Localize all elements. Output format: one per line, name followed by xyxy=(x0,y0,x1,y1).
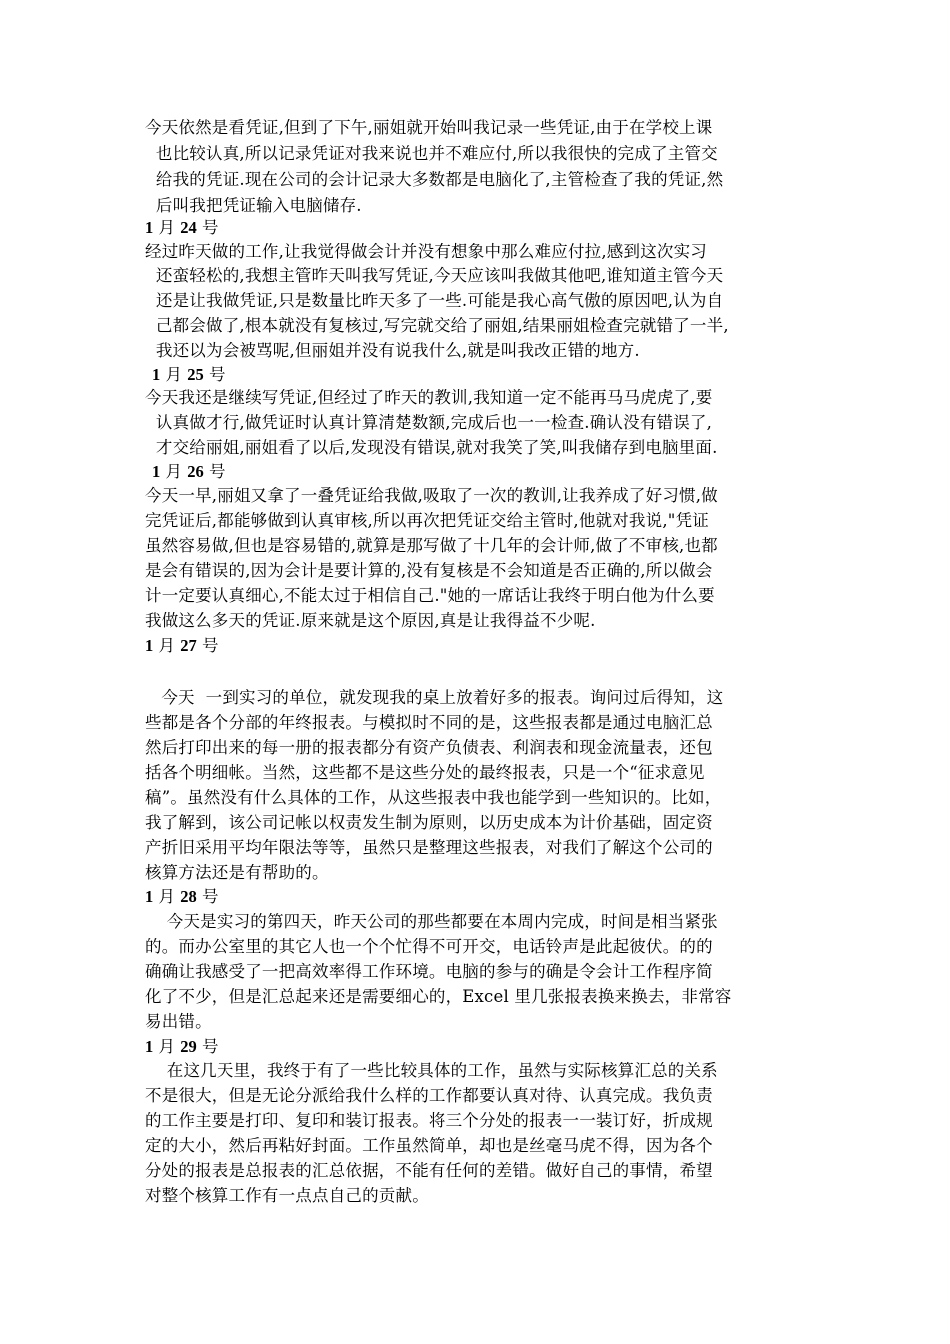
date-heading: 1 月 25 号 xyxy=(152,365,226,384)
date-heading: 1 月 29 号 xyxy=(145,1037,219,1056)
paragraph-line: 我了解到，该公司记帐以权责发生制为原则，以历史成本为计价基础，固定资 xyxy=(145,813,713,832)
paragraph-line: 的。而办公室里的其它人也一个个忙得不可开交，电话铃声是此起彼伏。的的 xyxy=(145,937,713,956)
paragraph-line: 己都会做了,根本就没有复核过,写完就交给了丽姐,结果丽姐检查完就错了一半, xyxy=(145,316,729,335)
date-heading: 1 月 26 号 xyxy=(152,462,226,481)
paragraph-line: 还蛮轻松的,我想主管昨天叫我写凭证,今天应该叫我做其他吧,谁知道主管今天 xyxy=(145,266,724,285)
paragraph-line: 给我的凭证.现在公司的会计记录大多数都是电脑化了,主管检查了我的凭证,然 xyxy=(145,170,724,189)
date-heading: 1 月 24 号 xyxy=(145,218,219,237)
paragraph-line: 我还以为会被骂呢,但丽姐并没有说我什么,就是叫我改正错的地方. xyxy=(145,341,640,360)
paragraph-line: 产折旧采用平均年限法等等，虽然只是整理这些报表，对我们了解这个公司的 xyxy=(145,838,713,857)
paragraph-line: 是会有错误的,因为会计是要计算的,没有复核是不会知道是否正确的,所以做会 xyxy=(145,561,713,580)
paragraph-line: 虽然容易做,但也是容易错的,就算是那写做了十几年的会计师,做了不审核,也都 xyxy=(145,536,718,555)
paragraph-line: 稿”。虽然没有什么具体的工作，从这些报表中我也能学到一些知识的。比如， xyxy=(145,788,722,807)
paragraph-line: 后叫我把凭证输入电脑储存. xyxy=(145,196,362,215)
paragraph-line: 计一定要认真细心,不能太过于相信自己."她的一席话让我终于明白他为什么要 xyxy=(145,586,715,605)
paragraph-line: 不是很大，但是无论分派给我什么样的工作都要认真对待、认真完成。我负责 xyxy=(145,1086,713,1105)
paragraph-line: 今天一早,丽姐又拿了一叠凭证给我做,吸取了一次的教训,让我养成了好习惯,做 xyxy=(145,486,718,505)
paragraph-line: 经过昨天做的工作,让我觉得做会计并没有想象中那么难应付拉,感到这次实习 xyxy=(145,242,707,261)
paragraph-line: 核算方法还是有帮助的。 xyxy=(145,863,329,882)
paragraph-line: 的工作主要是打印、复印和装订报表。将三个分处的报表一一装订好，折成规 xyxy=(145,1111,713,1130)
paragraph-line: 确确让我感受了一把高效率得工作环境。电脑的参与的确是令会计工作程序简 xyxy=(145,962,713,981)
date-heading: 1 月 27 号 xyxy=(145,636,219,655)
paragraph-line: 在这几天里，我终于有了一些比较具体的工作，虽然与实际核算汇总的关系 xyxy=(145,1061,718,1080)
paragraph-line: 今天是实习的第四天，昨天公司的那些都要在本周内完成，时间是相当紧张 xyxy=(145,912,718,931)
paragraph-line: 括各个明细帐。当然，这些都不是这些分处的最终报表，只是一个“征求意见 xyxy=(145,763,705,782)
paragraph-line: 然后打印出来的每一册的报表都分有资产负债表、利润表和现金流量表，还包 xyxy=(145,738,713,757)
paragraph-line: 也比较认真,所以记录凭证对我来说也并不难应付,所以我很快的完成了主管交 xyxy=(145,144,718,163)
paragraph-line: 易出错。 xyxy=(145,1012,212,1031)
paragraph-line: 完凭证后,都能够做到认真审核,所以再次把凭证交给主管时,他就对我说,"凭证 xyxy=(145,511,709,530)
paragraph-line: 对整个核算工作有一点点自己的贡献。 xyxy=(145,1186,429,1205)
date-heading: 1 月 28 号 xyxy=(145,887,219,906)
paragraph-line: 认真做才行,做凭证时认真计算清楚数额,完成后也一一检查.确认没有错误了, xyxy=(145,413,713,432)
paragraph-line: 定的大小，然后再粘好封面。工作虽然简单，却也是丝毫马虎不得，因为各个 xyxy=(145,1136,713,1155)
paragraph-line: 还是让我做凭证,只是数量比昨天多了一些.可能是我心高气傲的原因吧,认为自 xyxy=(145,291,724,310)
paragraph-line: 今天我还是继续写凭证,但经过了昨天的教训,我知道一定不能再马马虎虎了,要 xyxy=(145,388,713,407)
paragraph-line: 今天依然是看凭证,但到了下午,丽姐就开始叫我记录一些凭证,由于在学校上课 xyxy=(145,118,713,137)
paragraph-line: 化了不少，但是汇总起来还是需要细心的，Excel 里几张报表换来换去，非常容 xyxy=(145,987,732,1006)
paragraph-line: 些都是各个分部的年终报表。与模拟时不同的是，这些报表都是通过电脑汇总 xyxy=(145,713,713,732)
paragraph-line: 分处的报表是总报表的汇总依据，不能有任何的差错。做好自己的事情，希望 xyxy=(145,1161,713,1180)
paragraph-line: 我做这么多天的凭证.原来就是这个原因,真是让我得益不少呢. xyxy=(145,611,596,630)
paragraph-line: 今天 一到实习的单位，就发现我的桌上放着好多的报表。询问过后得知，这 xyxy=(145,688,724,707)
paragraph-line: 才交给丽姐,丽姐看了以后,发现没有错误,就对我笑了笑,叫我储存到电脑里面. xyxy=(145,438,718,457)
